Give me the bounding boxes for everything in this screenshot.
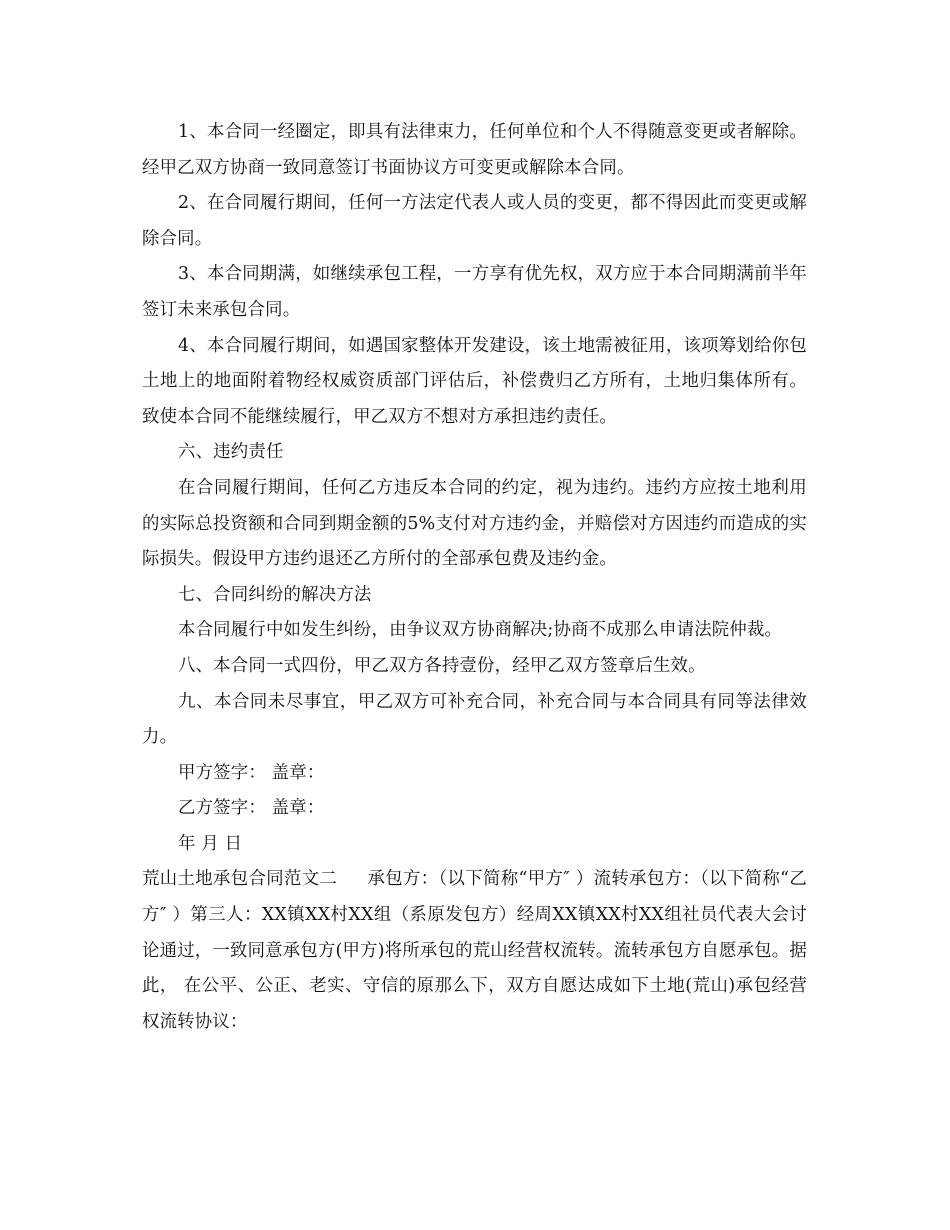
party-a-signature-line: 甲方签字： 盖章： xyxy=(178,762,325,783)
clause-1: 1、本合同一经圈定，即具有法律束力，任何单位和个人不得随意变更或者解除。经甲乙双方协商一致同意签订书面协议方可变更或解除本合同。 xyxy=(142,122,807,178)
breach-paragraph: 在合同履行期间，任何乙方违反本合同的约定，视为违约。违约方应按土地利用的实际总投资额和合同到期金额的5%支付对方违约金，并赔偿对方因违约而造成的实际损失。假设甲方违约退还乙方所付的全部承包费及违约金。 xyxy=(142,477,807,570)
section-nine: 九、本合同未尽事宜，甲乙双方可补充合同，补充合同与本合同具有同等法律效力。 xyxy=(142,691,807,748)
section-heading-dispute: 七、合同纠纷的解决方法 xyxy=(178,584,372,605)
clause-4: 4、本合同履行期间，如遇国家整体开发建设，该土地需被征用，该项筹划给你包土地上的地面附着物经权威资质部门评估后，补偿费归乙方所有，土地归集体所有。致使本合同不能继续履行，甲乙双方不想对方承担违约责任。 xyxy=(142,335,807,427)
dispute-paragraph: 本合同履行中如发生纠纷，由争议双方协商解决;协商不成那么申请法院仲裁。 xyxy=(178,620,783,641)
sample-two-heading: 荒山土地承包合同范文二 xyxy=(142,869,338,890)
section-heading-breach: 六、违约责任 xyxy=(178,442,284,463)
section-eight: 八、本合同一式四份，甲乙双方各持壹份，经甲乙双方签章后生效。 xyxy=(178,655,706,676)
sample-two-text: 承包方：（以下简称“甲方″ ）流转承包方：（以下简称“乙方″ ）第三人：XX镇XX村XX组（系原发包方）经周XX镇XX村XX组社员代表大会讨论通过，一致同意承包方(甲方)将所承包的荒山经营权流转。流转承包方自愿承包。据此， 在公平、公正、老实、守信的原那么下，双方自愿达成如下土地(荒山)承包经营权流转协议： xyxy=(142,869,808,1032)
clause-2: 2、在合同履行期间，任何一方法定代表人或人员的变更，都不得因此而变更或解除合同。 xyxy=(142,193,807,249)
date-line: 年 月 日 xyxy=(178,833,243,854)
clause-3: 3、本合同期满，如继续承包工程，一方享有优先权，双方应于本合同期满前半年签订未来承包合同。 xyxy=(142,264,807,320)
document-body xyxy=(142,115,807,1040)
party-b-signature-line: 乙方签字： 盖章： xyxy=(178,798,325,819)
sample-two-paragraph xyxy=(142,862,807,1040)
